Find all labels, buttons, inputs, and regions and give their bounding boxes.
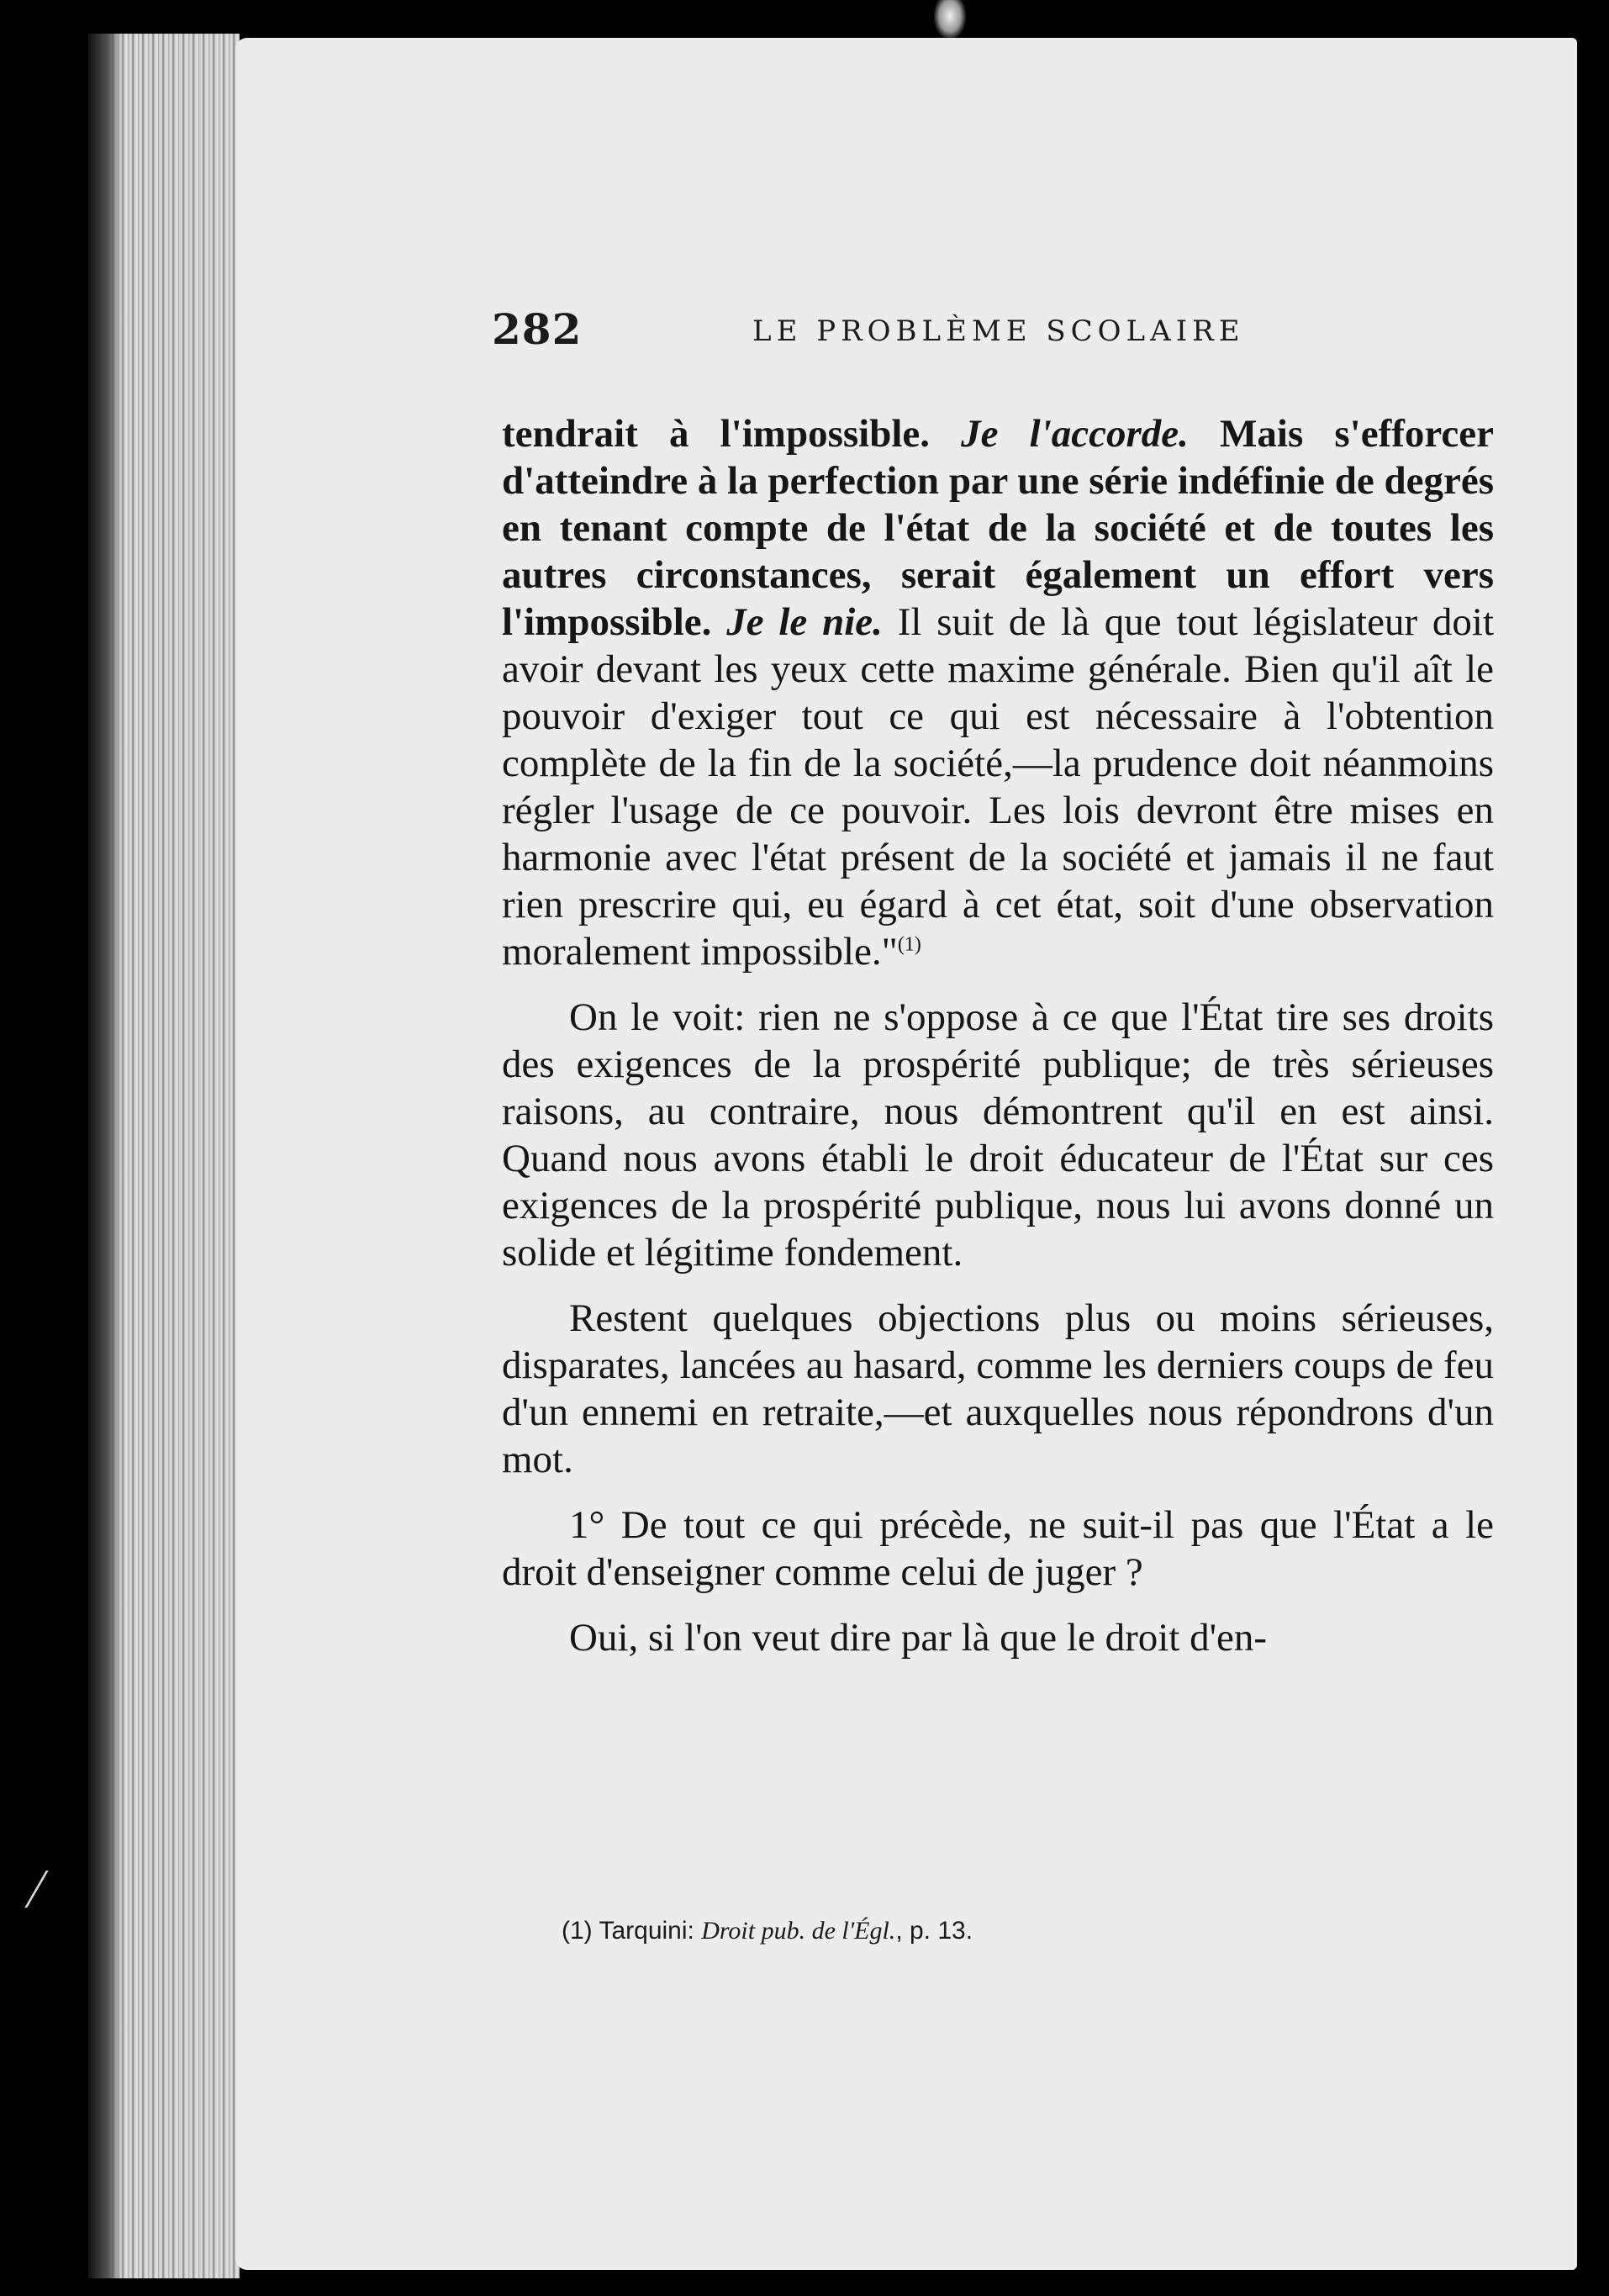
page-number: 282 xyxy=(492,304,583,354)
paragraph-1-segment-4: Je le nie. xyxy=(726,600,883,644)
running-title: LE PROBLÈME SCOLAIRE xyxy=(752,314,1245,348)
footnote xyxy=(562,1917,973,1945)
paragraph-5: Oui, si l'on veut dire par là que le droit d'en- xyxy=(569,1616,1268,1660)
footnote-reference: (1) xyxy=(897,933,921,956)
running-head xyxy=(492,304,1282,363)
footnote-marker: (1) Tarquini: xyxy=(562,1917,702,1945)
paragraph-1-segment-2: Je l'accorde. xyxy=(961,412,1189,456)
paragraph-3: Restent quelques objections plus ou moins sérieuses, disparates, lancées au hasard, comme les derniers coups de feu d'un ennemi en retraite,—et auxquelles nous répondrons d'un mot. xyxy=(502,1296,1494,1481)
margin-pencil-mark xyxy=(24,1871,73,1908)
top-clip-mark xyxy=(933,0,967,40)
binding-shadow xyxy=(88,34,122,2278)
paragraph-2: On le voit: rien ne s'oppose à ce que l'État tire ses droits des exigences de la prospérité publique; de très sérieuses raisons, au contraire, nous démontrent qu'il en est ainsi. Quand nous avons établi le droit éducateur de l'État sur ces exigences de la prospérité publique, nous lui avons donné un solide et légitime fondement. xyxy=(502,995,1494,1275)
paragraph-1-segment-5: Il suit de là que tout législateur doit avoir devant les yeux cette maxime générale. Bien qu'il aît le pouvoir d'exiger tout ce qui est nécessaire à l'obtention complète de la fin de la société,—la prudence doit néanmoins régler l'usage de ce pouvoir. Les lois devront être mises en harmonie avec l'état présent de la société et jamais il ne faut rien prescrire qui, eu égard à cet état, soit d'une observation moralement impossible." xyxy=(502,600,1495,974)
right-edge-shadow xyxy=(1577,38,1609,2270)
paragraph-1 xyxy=(502,410,1494,975)
paragraph-1-segment-3: Mais s'efforcer d'atteindre à la perfection par une série indéfinie de degrés en tenant compte de l'état de la société et de toutes les autres circonstances, serait également un effort vers l'impossible. xyxy=(502,412,1494,644)
footnote-page: , p. 13. xyxy=(895,1917,973,1945)
footnote-work: Droit pub. de l'Égl. xyxy=(701,1917,896,1945)
body-text xyxy=(502,410,1494,1680)
paragraph-4: 1° De tout ce qui précède, ne suit-il pas que l'État a le droit d'enseigner comme celui de juger ? xyxy=(502,1503,1494,1594)
paragraph-1-segment-1: tendrait à l'impossible. xyxy=(502,412,962,456)
